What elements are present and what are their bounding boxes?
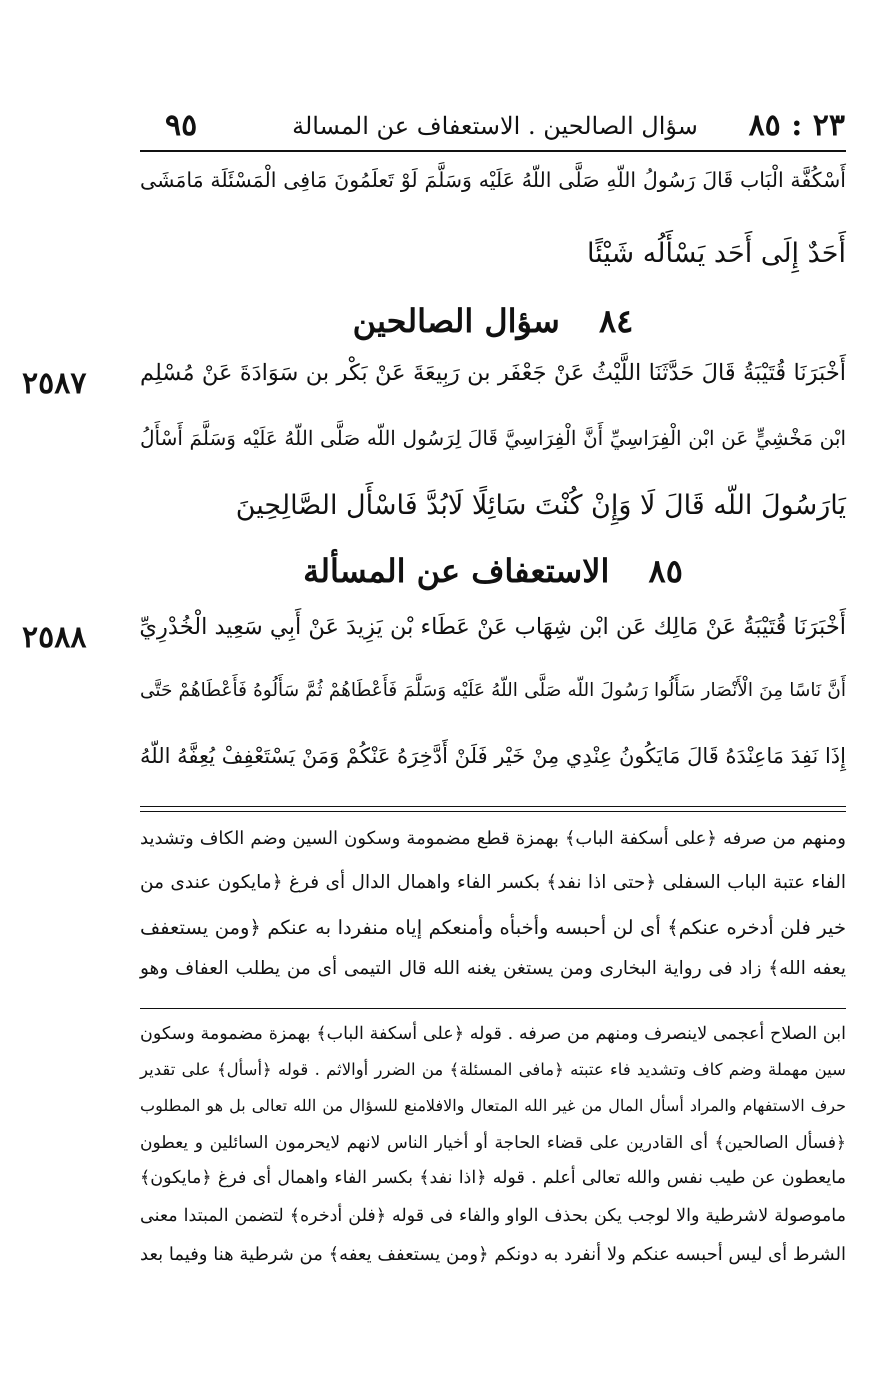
header-rule [140, 150, 846, 152]
main-line: يَارَسُولَ اللّه قَالَ لَا وَإِنْ كُنْتَ سَائِلًا لَابُدَّ فَاسْأَل الصَّالِحِينَ [235, 490, 846, 521]
commentary-line: الشرط أى ليس أحبسه عنكم ولا أنفرد به دونكم ﴿ومن يستعفف يعفه﴾ من شرطية هنا وفيما بعد [140, 1244, 846, 1265]
page-header [145, 108, 845, 148]
chapter-number: ٨٤ [598, 302, 634, 340]
main-line: أَحَدٌ إِلَى أَحَد يَسْأَلُه شَيْئًا [587, 238, 846, 269]
commentary-line: ماموصولة لاشرطية والا لوجب يكن بحذف الواو والفاء فى قوله ﴿فلن أدخره﴾ لتضمن المبتدا معنى [140, 1206, 846, 1226]
hadith-number: ٢٥٨٨ [22, 620, 87, 655]
main-line: ابْن مَخْشِيٍّ عَن ابْن الْفِرَاسِيِّ أَنَّ الْفِرَاسِيَّ قَالَ لِرَسُول اللّه صَلَّى اللّهُ عَلَيْه وَسَلَّمَ أَسْأَلُ [140, 426, 846, 450]
section-divider [140, 806, 846, 812]
commentary-line: الفاء عتبة الباب السفلى ﴿حتى اذا نفد﴾ بكسر الفاء واهمال الدال أى فرغ ﴿مايكون عندى من [140, 872, 846, 893]
hadith-number: ٢٥٨٧ [22, 366, 87, 401]
commentary-line: مايعطون عن طيب نفس والله تعالى أعلم . قوله ﴿اذا نفد﴾ بكسر الفاء واهمال أى فرغ ﴿مايكون﴾ [140, 1168, 846, 1188]
hadith-range: ٢٣ : ٨٥ [748, 108, 845, 143]
main-line: أَنَّ نَاسًا مِنَ الْأَنْصَار سَأَلُوا رَسُولَ اللّه صَلَّى اللّهُ عَلَيْه وَسَلَّمَ فَأَعْطَاهُمْ ثُمَّ سَأَلُوهُ فَأَعْطَاهُمْ حَتَّى [140, 680, 846, 701]
chapter-number: ٨٥ [648, 552, 683, 590]
commentary-line: يعفه الله﴾ زاد فى رواية البخارى ومن يستغن يغنه الله قال التيمى أى من يطلب العفاف وهو [140, 958, 846, 979]
commentary-line: سين مهملة وضم كاف وتشديد فاء عتبته ﴿مافى المسئلة﴾ من الضرر أوالاثم . قوله ﴿أسأل﴾ على تقدير [140, 1060, 846, 1079]
commentary-line: ومنهم من صرفه ﴿على أسكفة الباب﴾ بهمزة قطع مضمومة وسكون السين وضم الكاف وتشديد [140, 828, 846, 849]
page-number: ٩٥ [165, 108, 198, 143]
commentary-line: خير فلن أدخره عنكم﴾ أى لن أحبسه وأخبأه وأمنعكم إياه منفردا به عنكم ﴿ومن يستعفف [140, 916, 846, 939]
commentary-line: ابن الصلاح أعجمى لاينصرف ومنهم من صرفه . قوله ﴿على أسكفة الباب﴾ بهمزة مضمومة وسكون [140, 1024, 846, 1044]
running-title: سؤال الصالحين . الاستعفاف عن المسالة [292, 112, 698, 140]
chapter-title: الاستعفاف عن المسألة [303, 552, 610, 590]
main-line: أَخْبَرَنَا قُتَيْبَةُ عَنْ مَالِك عَن ابْن شِهَاب عَنْ عَطَاء بْن يَزِيدَ عَنْ أَبِي سَعِيد الْخُدْرِيِّ [139, 614, 846, 640]
commentary-divider [140, 1008, 846, 1009]
main-line: أَسْكُفَّة الْبَاب قَالَ رَسُولُ اللّهِ صَلَّى اللّهُ عَلَيْه وَسَلَّمَ لَوْ تَعلَمُونَ مَافِى الْمَسْئَلَة مَامَشَى [140, 168, 846, 192]
main-line: أَخْبَرَنَا قُتَيْبَةُ قَالَ حَدَّثَنَا اللَّيْثُ عَنْ جَعْفَر بن رَبِيعَةَ عَنْ بَكْر بن سَوَادَةَ عَنْ مُسْلِم [140, 360, 846, 386]
chapter-title: سؤال الصالحين [352, 302, 560, 340]
chapter-heading-84 [140, 302, 846, 340]
chapter-heading-85 [140, 552, 846, 590]
commentary-line: ﴿فسأل الصالحين﴾ أى القادرين على قضاء الحاجة أو أخيار الناس لانهم لايحرمون السائلين و يعطون [140, 1133, 846, 1153]
main-line: إِذَا نَفِدَ مَاعِنْدَهُ قَالَ مَايَكُونُ عِنْدِي مِنْ خَيْر فَلَنْ أَدَّخِرَهُ عَنْكُمْ وَمَنْ يَسْتَعْفِفْ يُعِفَّهُ اللّهُ [140, 744, 846, 768]
commentary-line: حرف الاستفهام والمراد أسأل المال من غير الله المتعال والافلامنع للسؤال من الله تعالى بل هو المطلوب [140, 1096, 846, 1115]
